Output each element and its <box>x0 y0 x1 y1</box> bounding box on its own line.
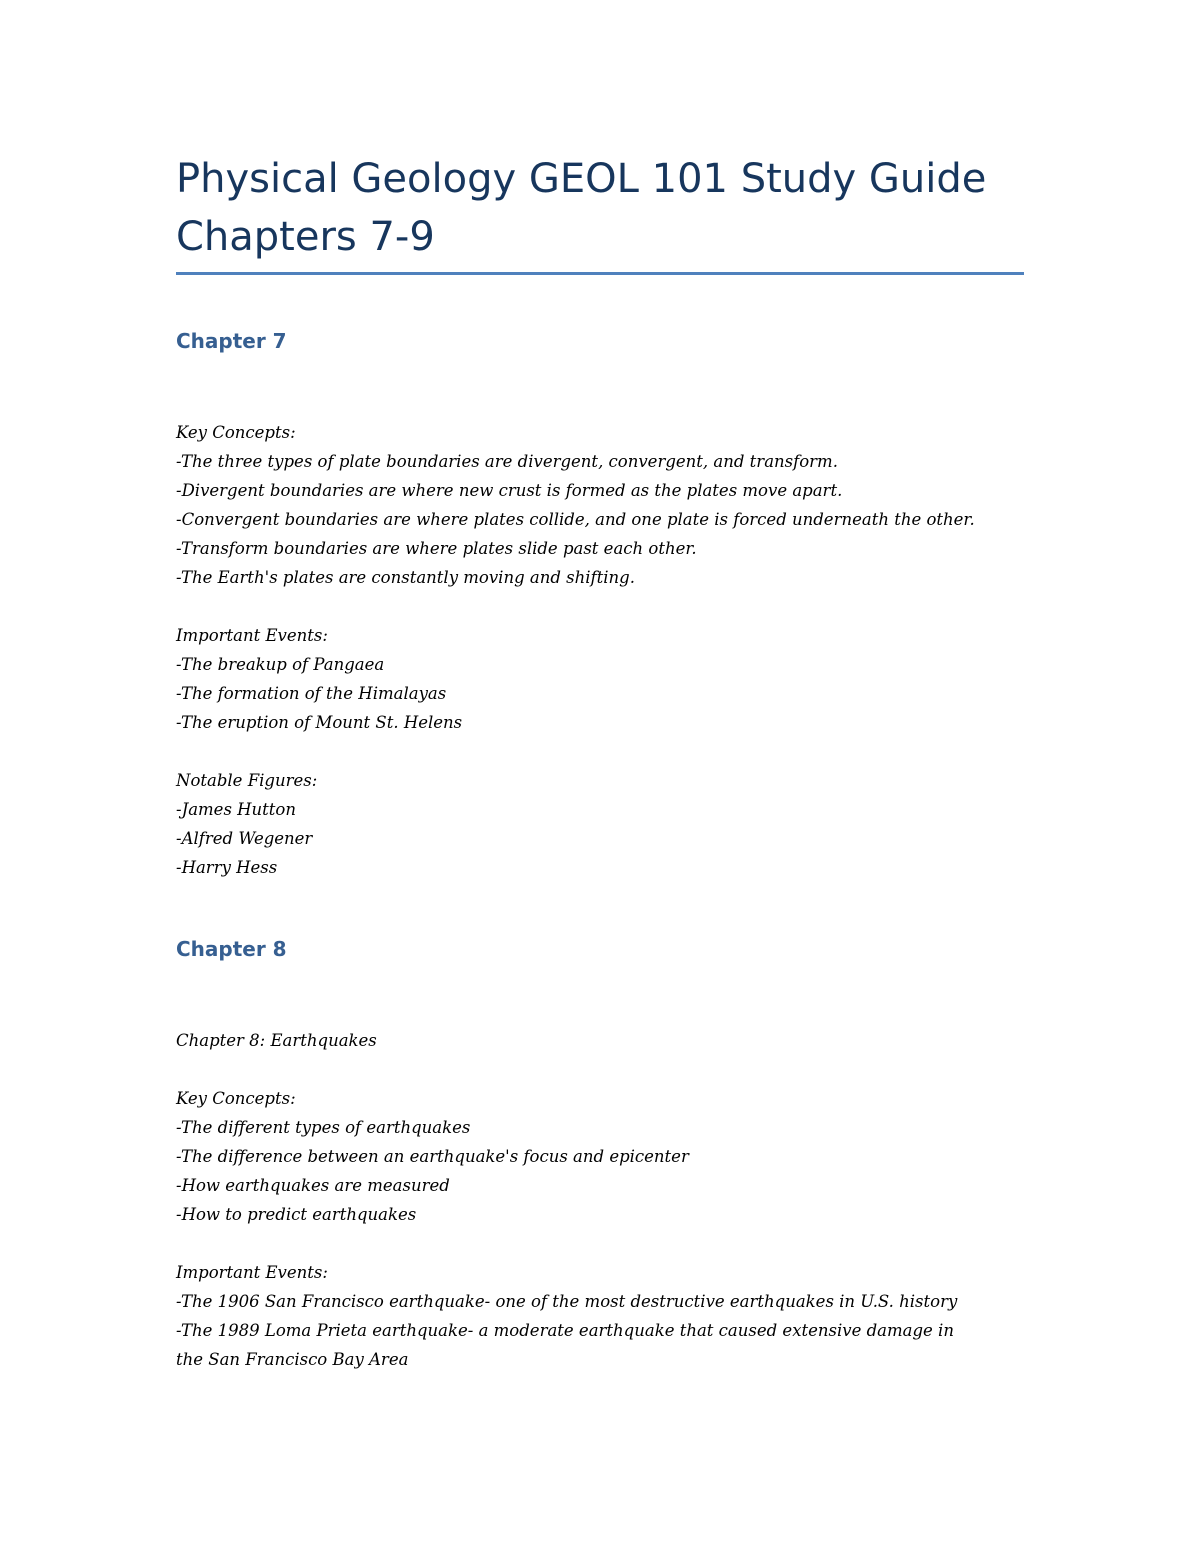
ch7-key-concept: -Convergent boundaries are where plates collide, and one plate is forced underneath the other. <box>176 510 975 529</box>
ch8-key-concept: -The difference between an earthquake's focus and epicenter <box>176 1147 689 1166</box>
ch7-figures-label: Notable Figures: <box>176 771 318 790</box>
ch7-event: -The breakup of Pangaea <box>176 655 385 674</box>
ch7-event: -The formation of the Himalayas <box>176 684 447 703</box>
title-line-2: Chapters 7-9 <box>176 214 435 260</box>
ch8-event: -The 1989 Loma Prieta earthquake- a moderate earthquake that caused extensive damage in <box>176 1321 954 1340</box>
ch8-key-concepts-label: Key Concepts: <box>176 1089 296 1108</box>
ch8-event: -The 1906 San Francisco earthquake- one of the most destructive earthquakes in U.S. history <box>176 1292 958 1311</box>
ch7-figure: -James Hutton <box>176 800 296 819</box>
ch7-figure: -Alfred Wegener <box>176 829 313 848</box>
ch7-key-concept: -The Earth's plates are constantly moving and shifting. <box>176 568 635 587</box>
ch8-key-concept: -How to predict earthquakes <box>176 1205 417 1224</box>
ch7-event: -The eruption of Mount St. Helens <box>176 713 463 732</box>
ch7-events-label: Important Events: <box>176 626 328 645</box>
ch8-events-label: Important Events: <box>176 1263 328 1282</box>
document-title <box>176 150 1036 266</box>
ch7-key-concept: -Transform boundaries are where plates slide past each other. <box>176 539 697 558</box>
title-line-1: Physical Geology GEOL 101 Study Guide <box>176 156 987 202</box>
title-underline-rule <box>176 272 1024 275</box>
ch8-key-concept: -The different types of earthquakes <box>176 1118 471 1137</box>
ch8-subtitle: Chapter 8: Earthquakes <box>176 1031 377 1050</box>
chapter-8-heading: Chapter 8 <box>176 937 287 961</box>
ch8-event-continuation: the San Francisco Bay Area <box>176 1350 409 1369</box>
ch7-figure: -Harry Hess <box>176 858 278 877</box>
ch7-key-concept: -The three types of plate boundaries are divergent, convergent, and transform. <box>176 452 838 471</box>
ch7-key-concept: -Divergent boundaries are where new crust is formed as the plates move apart. <box>176 481 843 500</box>
chapter-7-heading: Chapter 7 <box>176 329 287 353</box>
ch7-key-concepts-label: Key Concepts: <box>176 423 296 442</box>
ch8-key-concept: -How earthquakes are measured <box>176 1176 450 1195</box>
